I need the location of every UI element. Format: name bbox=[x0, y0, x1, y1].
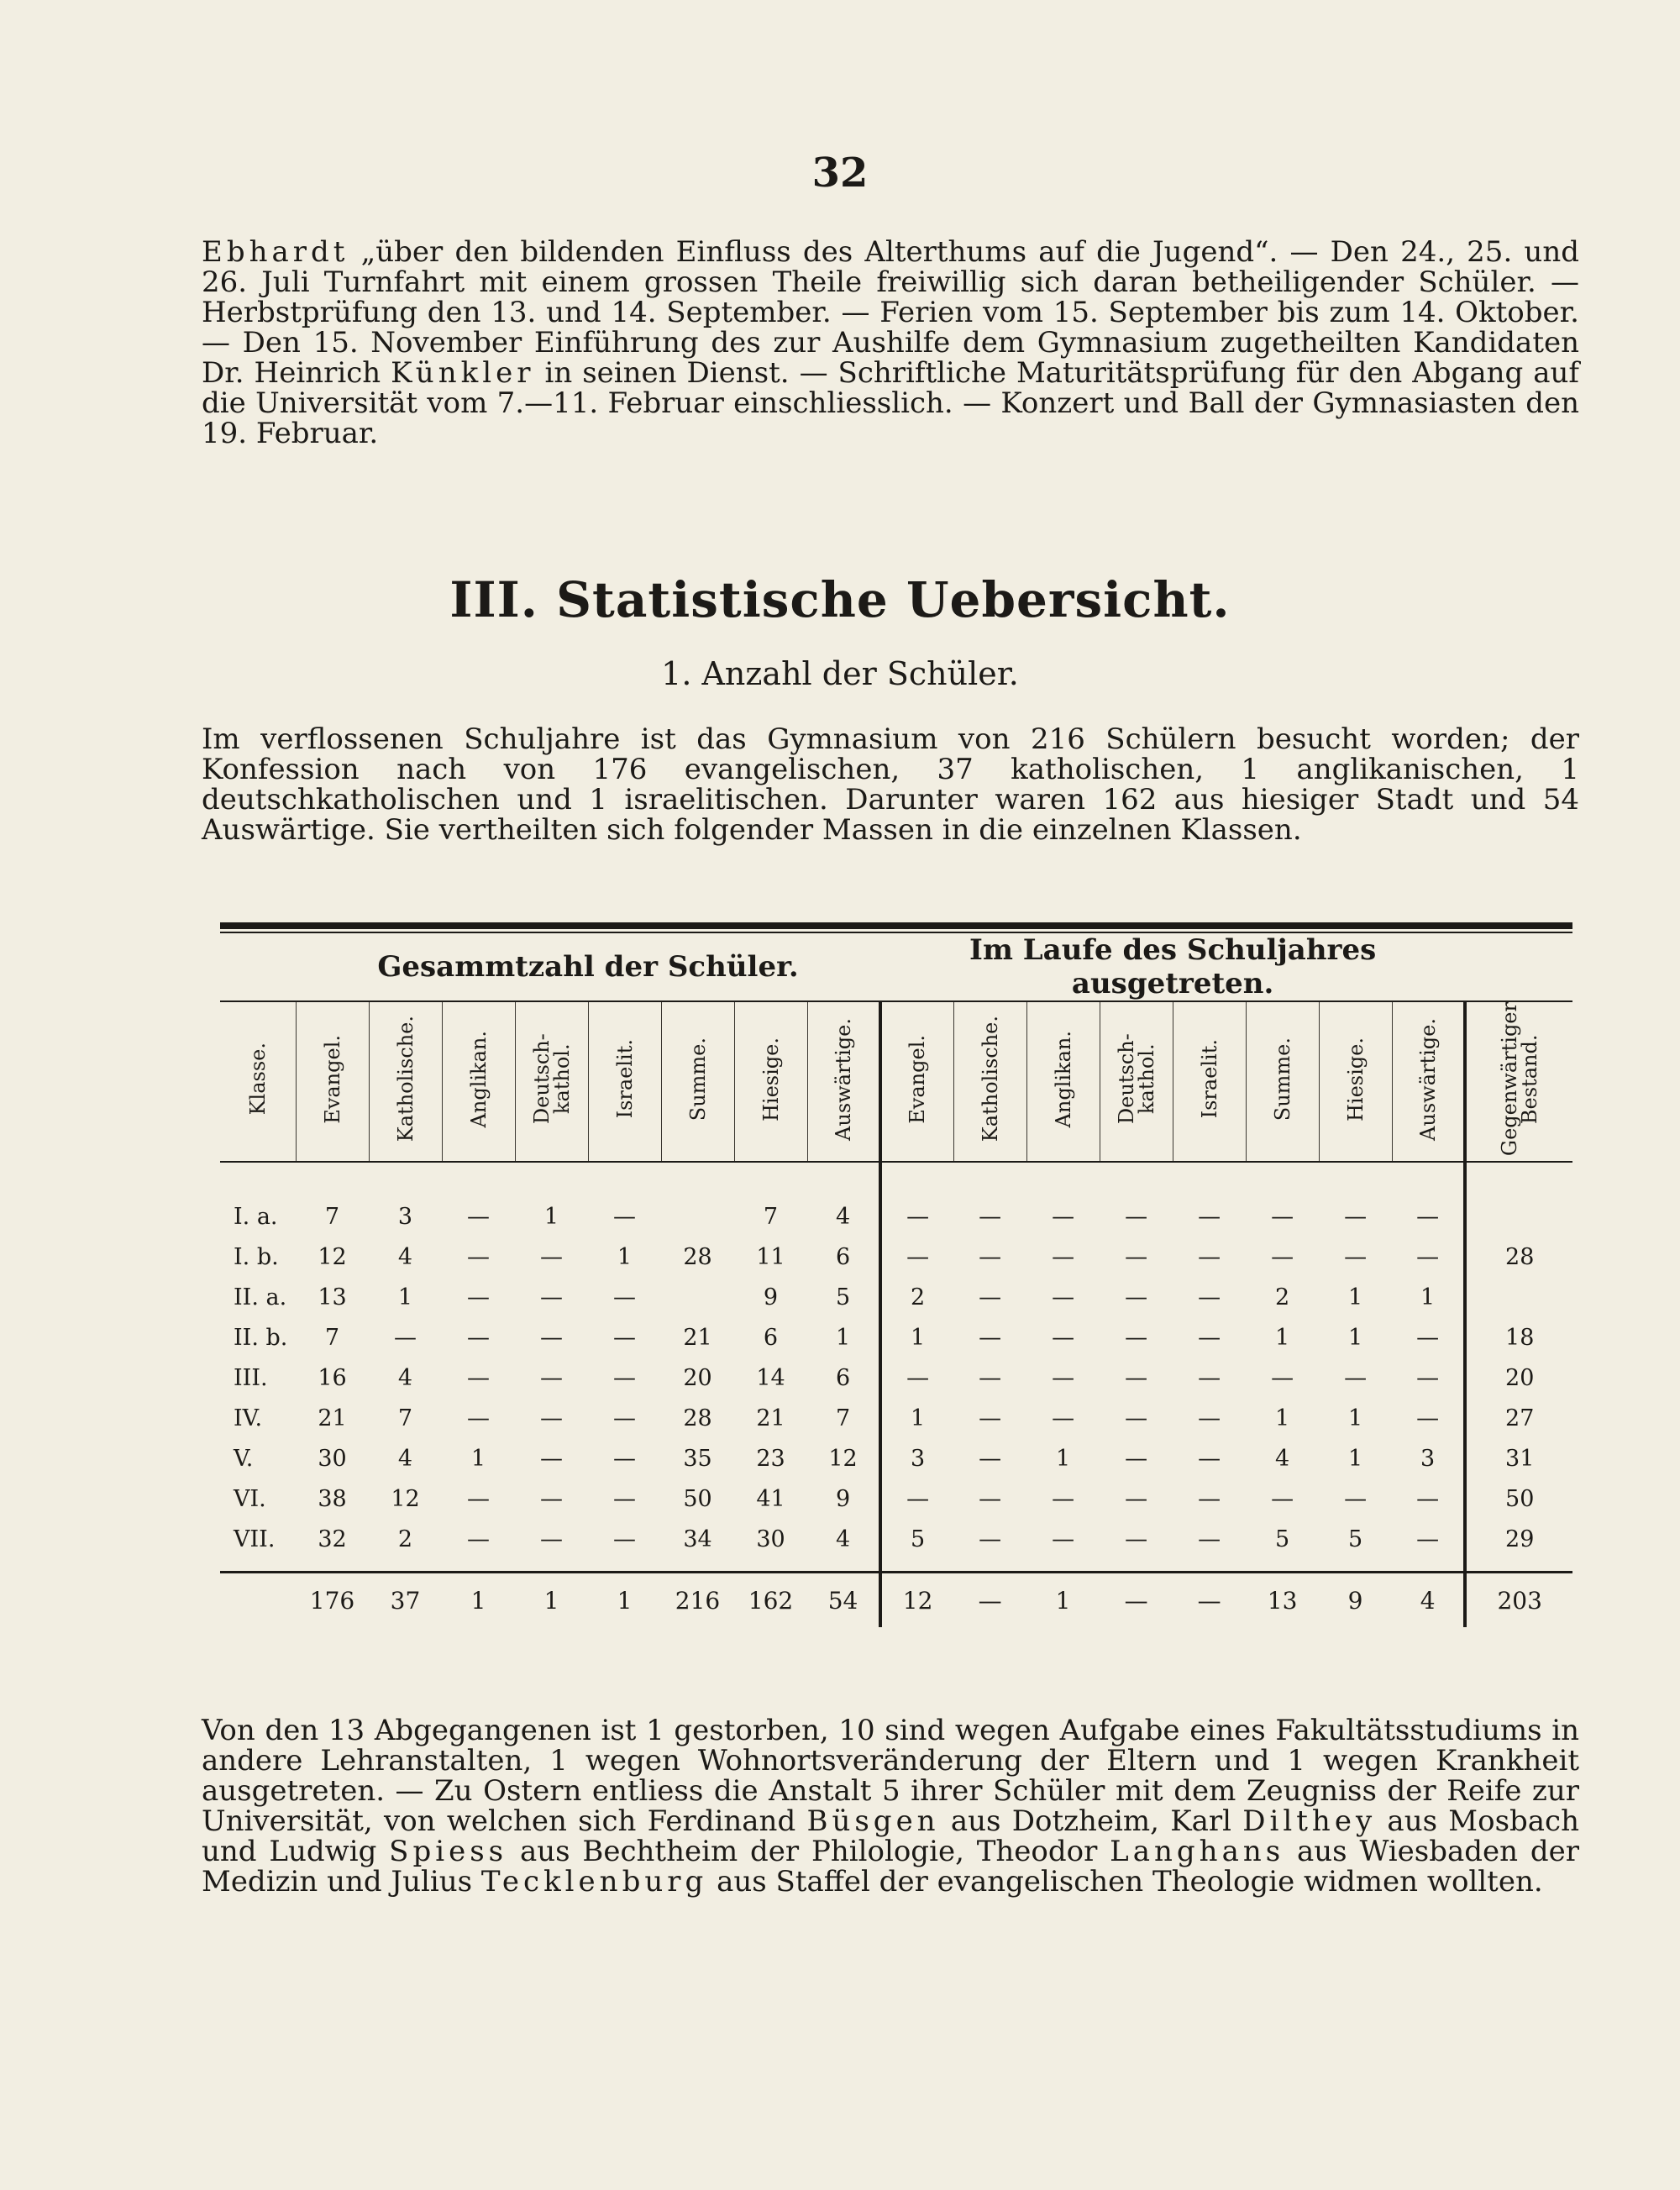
cell-left-7: 1 bbox=[1420, 1284, 1436, 1310]
row-class-label: I. b. bbox=[234, 1243, 279, 1270]
row-class-label: II. b. bbox=[234, 1324, 288, 1351]
cell-left-2: — bbox=[1052, 1405, 1075, 1431]
name-kunkler: Künkler bbox=[391, 356, 535, 390]
cell-left-7: — bbox=[1416, 1243, 1440, 1270]
page-number: 32 bbox=[811, 150, 869, 197]
col-head-total-5: Summe. bbox=[661, 1001, 734, 1162]
cell-left-3: — bbox=[1125, 1203, 1148, 1230]
cell-total-7: 9 bbox=[835, 1485, 851, 1512]
table-row bbox=[220, 1478, 1572, 1519]
cell-total-2: — bbox=[467, 1485, 490, 1512]
cell-total-0: 38 bbox=[318, 1485, 347, 1512]
cell-left-0: 1 bbox=[880, 1317, 953, 1358]
cell-left-4: — bbox=[1198, 1405, 1221, 1431]
cell-total-1: 4 bbox=[397, 1243, 413, 1270]
summary-paragraph: Im verflossenen Schuljahre ist das Gymnasium von 216 Schülern besucht worden; der Konfession nach von 176 evangelischen, 37 katholischen, 1 anglikanischen, 1 deutschkatholischen und 1 israelitischen. Darunter waren 162 aus hiesiger Stadt und 54 Auswärtige. Sie vertheilten sich folgender Massen in die einzelnen Klassen. bbox=[202, 722, 1579, 847]
cell-total-0: 7 bbox=[324, 1203, 340, 1230]
closing-paragraph bbox=[202, 1715, 1579, 1897]
total-left-0: 12 bbox=[880, 1573, 953, 1628]
cell-total-0: 16 bbox=[318, 1364, 347, 1391]
cell-total-2: — bbox=[467, 1405, 490, 1431]
table-row bbox=[220, 1438, 1572, 1478]
table-row bbox=[220, 1519, 1572, 1559]
table-row bbox=[220, 1237, 1572, 1277]
intro-text: „über den bildenden Einfluss des Alterthums auf die Jugend“. — Den 24., 25. und 26. Juli Turnfahrt mit einem grossen Theile freiwillig sich daran betheiligender Schüler. — Herbstprüfung den 13. und 14. September. — Ferien vom 15. September bis zum 14. Oktober. — Den 15. November Einführung des zur Aushilfe dem Gymnasium zugetheilten Kandidaten Dr. Heinrich bbox=[202, 235, 1579, 390]
cell-total-5: 28 bbox=[683, 1405, 712, 1431]
cell-left-0: — bbox=[880, 1358, 953, 1398]
col-head-total-7: Auswärtige. bbox=[807, 1001, 880, 1162]
cell-bestand: 29 bbox=[1465, 1519, 1572, 1559]
cell-left-2: — bbox=[1052, 1203, 1075, 1230]
cell-total-7: 4 bbox=[835, 1203, 851, 1230]
cell-total-3: — bbox=[540, 1526, 563, 1552]
cell-total-1: 2 bbox=[397, 1526, 413, 1552]
cell-left-1: — bbox=[979, 1405, 1002, 1431]
col-head-total-4: Israelit. bbox=[588, 1001, 661, 1162]
col-head-left-6: Hiesige. bbox=[1319, 1001, 1392, 1162]
cell-left-6: — bbox=[1344, 1485, 1368, 1512]
cell-total-7: 12 bbox=[828, 1445, 858, 1472]
total-left-4: — bbox=[1197, 1586, 1221, 1615]
cell-left-3: — bbox=[1125, 1324, 1148, 1351]
cell-left-0: — bbox=[880, 1237, 953, 1277]
cell-left-6: — bbox=[1344, 1364, 1368, 1391]
intro-paragraph bbox=[202, 237, 1579, 449]
cell-left-6: 1 bbox=[1348, 1284, 1363, 1310]
cell-total-4: — bbox=[613, 1445, 636, 1472]
cell-left-4: — bbox=[1198, 1445, 1221, 1472]
cell-total-3: — bbox=[540, 1405, 563, 1431]
cell-total-4: — bbox=[613, 1405, 636, 1431]
col-head-total-2: Anglikan. bbox=[442, 1001, 515, 1162]
cell-total-1: 4 bbox=[397, 1445, 413, 1472]
row-class-label: II. a. bbox=[234, 1284, 287, 1310]
cell-left-7: — bbox=[1416, 1405, 1440, 1431]
cell-total-3: — bbox=[540, 1324, 563, 1351]
cell-total-0: 32 bbox=[318, 1526, 347, 1552]
cell-left-2: — bbox=[1052, 1324, 1075, 1351]
cell-total-6: 11 bbox=[756, 1243, 785, 1270]
cell-total-7: 5 bbox=[835, 1284, 851, 1310]
cell-left-1: — bbox=[979, 1485, 1002, 1512]
cell-left-1: — bbox=[979, 1445, 1002, 1472]
cell-left-0: 1 bbox=[880, 1398, 953, 1438]
col-head-left-4: Israelit. bbox=[1173, 1001, 1246, 1162]
total-total-0: 176 bbox=[309, 1586, 355, 1615]
cell-left-1: — bbox=[979, 1324, 1002, 1351]
closing-text-1: Von den 13 Abgegangenen ist 1 gestorben, 10 sind wegen Aufgabe eines Fakultätsstudiums in andere Lehranstalten, 1 wegen Wohnortsveränderung der Eltern und 1 wegen Krankheit ausgetreten. — Zu Ostern entliess die Anstalt 5 ihrer Schüler mit dem Zeugniss der Reife zur Universität, von welchen sich Ferdinand bbox=[202, 1714, 1579, 1838]
col-head-total-6: Hiesige. bbox=[734, 1001, 807, 1162]
table-row bbox=[220, 1317, 1572, 1358]
cell-total-0: 13 bbox=[318, 1284, 347, 1310]
cell-total-0: 7 bbox=[324, 1324, 340, 1351]
row-class-label: IV. bbox=[234, 1405, 263, 1431]
cell-total-7: 1 bbox=[835, 1324, 851, 1351]
total-left-1: — bbox=[978, 1586, 1002, 1615]
cell-left-2: 1 bbox=[1056, 1445, 1071, 1472]
cell-left-7: — bbox=[1416, 1364, 1440, 1391]
cell-left-3: — bbox=[1125, 1243, 1148, 1270]
cell-total-4: — bbox=[613, 1364, 636, 1391]
cell-left-5: — bbox=[1271, 1485, 1294, 1512]
cell-left-4: — bbox=[1198, 1485, 1221, 1512]
cell-bestand: 28 bbox=[1465, 1237, 1572, 1277]
cell-left-4: — bbox=[1198, 1324, 1221, 1351]
cell-total-6: 23 bbox=[756, 1445, 785, 1472]
cell-total-5: 50 bbox=[683, 1485, 712, 1512]
cell-left-5: — bbox=[1271, 1364, 1294, 1391]
total-left-5: 13 bbox=[1267, 1586, 1298, 1615]
closing-text-2: aus Dotzheim, Karl bbox=[939, 1804, 1243, 1838]
cell-total-1: — bbox=[394, 1324, 417, 1351]
cell-total-5: 20 bbox=[683, 1364, 712, 1391]
col-head-total-3: Deutsch-kathol. bbox=[515, 1001, 588, 1162]
cell-total-3: 1 bbox=[543, 1203, 559, 1230]
closing-text-4: aus Bechtheim der Philologie, Theodor bbox=[507, 1835, 1110, 1868]
total-left-7: 4 bbox=[1420, 1586, 1436, 1615]
cell-left-2: — bbox=[1052, 1284, 1075, 1310]
col-head-left-1: Katholische. bbox=[953, 1001, 1026, 1162]
cell-total-1: 4 bbox=[397, 1364, 413, 1391]
cell-total-6: 21 bbox=[756, 1405, 785, 1431]
totals-row bbox=[220, 1573, 1572, 1628]
cell-total-1: 12 bbox=[391, 1485, 420, 1512]
closing-text-6: aus Staffel der evangelischen Theologie widmen wollten. bbox=[707, 1865, 1543, 1899]
cell-total-1: 1 bbox=[397, 1284, 413, 1310]
cell-left-1: — bbox=[979, 1364, 1002, 1391]
cell-left-1: — bbox=[979, 1203, 1002, 1230]
name-dilthey: Dilthey bbox=[1242, 1804, 1377, 1838]
table-row bbox=[220, 1398, 1572, 1438]
cell-total-4: — bbox=[613, 1203, 636, 1230]
col-head-total-0: Evangel. bbox=[296, 1001, 369, 1162]
cell-bestand: 50 bbox=[1465, 1478, 1572, 1519]
cell-total-6: 7 bbox=[763, 1203, 779, 1230]
total-total-2: 1 bbox=[470, 1586, 486, 1615]
col-head-left-2: Anglikan. bbox=[1026, 1001, 1100, 1162]
cell-total-4: — bbox=[613, 1324, 636, 1351]
section-title: III. Statistische Uebersicht. bbox=[449, 571, 1231, 628]
cell-bestand bbox=[1465, 1196, 1572, 1237]
cell-total-0: 30 bbox=[318, 1445, 347, 1472]
closing-text-3: aus Mosbach und Ludwig bbox=[202, 1804, 1579, 1868]
cell-total-7: 6 bbox=[835, 1364, 851, 1391]
col-head-left-3: Deutsch-kathol. bbox=[1100, 1001, 1173, 1162]
cell-total-7: 7 bbox=[835, 1405, 851, 1431]
cell-left-6: — bbox=[1344, 1203, 1368, 1230]
col-head-bestand: Gegenwärtiger Bestand. bbox=[1465, 1001, 1572, 1162]
cell-left-1: — bbox=[979, 1284, 1002, 1310]
cell-left-4: — bbox=[1198, 1243, 1221, 1270]
totals-label-empty bbox=[220, 1573, 296, 1628]
cell-left-7: — bbox=[1416, 1203, 1440, 1230]
cell-left-0: 5 bbox=[880, 1519, 953, 1559]
name-spiess: Spiess bbox=[389, 1835, 508, 1868]
cell-left-7: — bbox=[1416, 1526, 1440, 1552]
cell-total-4: 1 bbox=[617, 1243, 633, 1270]
students-table bbox=[220, 933, 1572, 1627]
cell-left-3: — bbox=[1125, 1364, 1148, 1391]
cell-total-1: 3 bbox=[397, 1203, 413, 1230]
cell-total-5: 35 bbox=[683, 1445, 712, 1472]
cell-total-3: — bbox=[540, 1485, 563, 1512]
group-head-total: Gesammtzahl der Schüler. bbox=[296, 933, 880, 1001]
cell-left-6: — bbox=[1344, 1243, 1368, 1270]
cell-total-0: 21 bbox=[318, 1405, 347, 1431]
cell-bestand: 27 bbox=[1465, 1398, 1572, 1438]
cell-left-3: — bbox=[1125, 1405, 1148, 1431]
cell-left-7: — bbox=[1416, 1485, 1440, 1512]
total-total-7: 54 bbox=[827, 1586, 858, 1615]
cell-left-6: 1 bbox=[1348, 1445, 1363, 1472]
cell-left-3: — bbox=[1125, 1284, 1148, 1310]
total-left-2: 1 bbox=[1055, 1586, 1071, 1615]
cell-bestand bbox=[1465, 1277, 1572, 1317]
cell-left-5: — bbox=[1271, 1243, 1294, 1270]
cell-total-6: 6 bbox=[763, 1324, 779, 1351]
row-class-label: I. a. bbox=[234, 1203, 278, 1230]
cell-left-2: — bbox=[1052, 1364, 1075, 1391]
table-top-rule bbox=[220, 922, 1572, 929]
cell-total-7: 6 bbox=[835, 1243, 851, 1270]
cell-left-0: 3 bbox=[880, 1438, 953, 1478]
name-langhans: Langhans bbox=[1110, 1835, 1285, 1868]
group-head-bestand-spacer bbox=[1465, 933, 1572, 1001]
name-ebhardt: Ebhardt bbox=[202, 235, 349, 269]
subsection-title: 1. Anzahl der Schüler. bbox=[661, 655, 1019, 692]
cell-left-3: — bbox=[1125, 1445, 1148, 1472]
cell-left-3: — bbox=[1125, 1485, 1148, 1512]
cell-total-2: — bbox=[467, 1203, 490, 1230]
cell-total-6: 41 bbox=[756, 1485, 785, 1512]
cell-bestand: 18 bbox=[1465, 1317, 1572, 1358]
statistics-table bbox=[220, 922, 1572, 1627]
col-head-left-7: Auswärtige. bbox=[1392, 1001, 1465, 1162]
cell-total-6: 14 bbox=[756, 1364, 785, 1391]
cell-left-0: — bbox=[880, 1478, 953, 1519]
cell-left-3: — bbox=[1125, 1526, 1148, 1552]
cell-total-6: 9 bbox=[763, 1284, 779, 1310]
intro-text-after: in seinen Dienst. — Schriftliche Maturitätsprüfung für den Abgang auf die Universität vom 7.—11. Februar einschliesslich. — Konzert und Ball der Gymnasiasten den 19. Februar. bbox=[202, 356, 1580, 450]
column-header-row bbox=[220, 1001, 1572, 1162]
table-row bbox=[220, 1358, 1572, 1398]
cell-total-5 bbox=[661, 1277, 734, 1317]
cell-bestand: 20 bbox=[1465, 1358, 1572, 1398]
col-head-left-0: Evangel. bbox=[880, 1001, 953, 1162]
total-left-3: — bbox=[1124, 1586, 1148, 1615]
cell-bestand: 31 bbox=[1465, 1438, 1572, 1478]
cell-left-1: — bbox=[979, 1526, 1002, 1552]
col-head-klasse: Klasse. bbox=[220, 1001, 296, 1162]
cell-left-5: 2 bbox=[1275, 1284, 1290, 1310]
closing-text-5: aus Wiesbaden der Medizin und Julius bbox=[202, 1835, 1580, 1899]
table-row bbox=[220, 1196, 1572, 1237]
name-tecklenburg: Tecklenburg bbox=[480, 1865, 708, 1899]
table-empty-head bbox=[220, 933, 296, 1001]
row-class-label: III. bbox=[234, 1364, 268, 1391]
cell-left-1: — bbox=[979, 1243, 1002, 1270]
cell-total-5: 21 bbox=[683, 1324, 712, 1351]
cell-left-6: 1 bbox=[1348, 1405, 1363, 1431]
cell-left-2: — bbox=[1052, 1526, 1075, 1552]
total-total-1: 37 bbox=[390, 1586, 421, 1615]
cell-total-5: 34 bbox=[683, 1526, 712, 1552]
cell-total-4: — bbox=[613, 1284, 636, 1310]
cell-left-7: 3 bbox=[1420, 1445, 1436, 1472]
col-head-total-1: Katholische. bbox=[369, 1001, 442, 1162]
table-spacer-row bbox=[220, 1162, 1572, 1196]
cell-total-2: — bbox=[467, 1364, 490, 1391]
row-class-label: VII. bbox=[234, 1526, 276, 1552]
cell-total-3: — bbox=[540, 1284, 563, 1310]
cell-total-4: — bbox=[613, 1485, 636, 1512]
cell-left-5: — bbox=[1271, 1203, 1294, 1230]
cell-total-3: — bbox=[540, 1445, 563, 1472]
total-total-6: 162 bbox=[748, 1586, 794, 1615]
table-body bbox=[220, 1162, 1572, 1627]
total-separator-row bbox=[220, 1559, 1572, 1573]
cell-total-2: — bbox=[467, 1324, 490, 1351]
cell-total-6: 30 bbox=[756, 1526, 785, 1552]
total-left-6: 9 bbox=[1347, 1586, 1363, 1615]
row-class-label: V. bbox=[234, 1445, 254, 1472]
name-busgen: Büsgen bbox=[806, 1804, 940, 1838]
cell-left-5: 5 bbox=[1275, 1526, 1290, 1552]
cell-total-3: — bbox=[540, 1364, 563, 1391]
table-row bbox=[220, 1277, 1572, 1317]
cell-left-0: — bbox=[880, 1196, 953, 1237]
row-class-label: VI. bbox=[234, 1485, 266, 1512]
total-total-5: 216 bbox=[675, 1586, 721, 1615]
cell-left-4: — bbox=[1198, 1284, 1221, 1310]
cell-total-7: 4 bbox=[835, 1526, 851, 1552]
cell-total-2: — bbox=[467, 1243, 490, 1270]
group-head-left: Im Laufe des Schuljahres ausgetreten. bbox=[880, 933, 1465, 1001]
cell-total-2: — bbox=[467, 1526, 490, 1552]
cell-left-4: — bbox=[1198, 1526, 1221, 1552]
cell-total-4: — bbox=[613, 1526, 636, 1552]
cell-total-1: 7 bbox=[397, 1405, 413, 1431]
cell-left-5: 1 bbox=[1275, 1405, 1290, 1431]
cell-left-6: 1 bbox=[1348, 1324, 1363, 1351]
cell-total-2: 1 bbox=[470, 1445, 486, 1472]
cell-total-5: 28 bbox=[683, 1243, 712, 1270]
cell-total-0: 12 bbox=[318, 1243, 347, 1270]
cell-left-0: 2 bbox=[880, 1277, 953, 1317]
total-total-4: 1 bbox=[617, 1586, 633, 1615]
cell-left-2: — bbox=[1052, 1243, 1075, 1270]
cell-left-5: 1 bbox=[1275, 1324, 1290, 1351]
cell-left-5: 4 bbox=[1275, 1445, 1290, 1472]
cell-left-2: — bbox=[1052, 1485, 1075, 1512]
total-total-3: 1 bbox=[543, 1586, 559, 1615]
total-bestand: 203 bbox=[1465, 1573, 1572, 1628]
col-head-left-5: Summe. bbox=[1246, 1001, 1319, 1162]
cell-left-7: — bbox=[1416, 1324, 1440, 1351]
cell-left-4: — bbox=[1198, 1364, 1221, 1391]
cell-total-5 bbox=[661, 1196, 734, 1237]
cell-total-3: — bbox=[540, 1243, 563, 1270]
cell-total-2: — bbox=[467, 1284, 490, 1310]
cell-left-4: — bbox=[1198, 1203, 1221, 1230]
cell-left-6: 5 bbox=[1348, 1526, 1363, 1552]
